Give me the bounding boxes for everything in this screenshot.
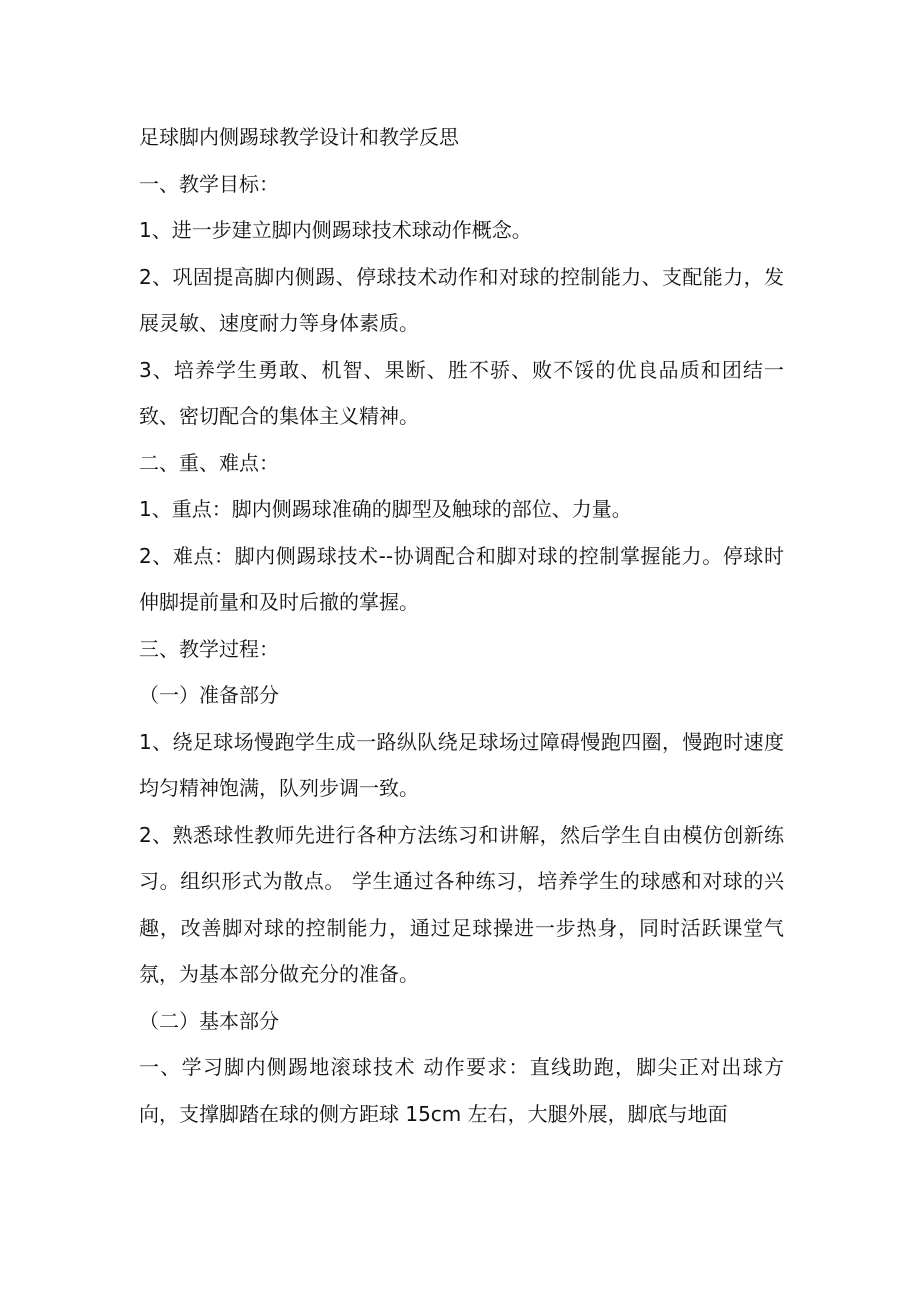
document-title: 足球脚内侧踢球教学设计和教学反思 <box>139 125 459 149</box>
document-body <box>139 114 784 1137</box>
subheading-basic-part: （二）基本部分 <box>139 1008 279 1033</box>
heading-teaching-process: 三、教学过程： <box>139 636 279 661</box>
preparation-item-2: 2、熟悉球性教师先进行各种方法练习和讲解，然后学生自由模仿创新练习。组织形式为散点。 学生通过各种练习，培养学生的球感和对球的兴趣，改善脚对球的控制能力，通过足球操进一步热身，同时活跃课堂气氛，为基本部分做充分的准备。 <box>139 822 784 986</box>
goal-item-1: 1、进一步建立脚内侧踢球技术球动作概念。 <box>139 218 532 242</box>
heading-teaching-goals: 一、教学目标： <box>139 171 279 196</box>
goal-item-2: 2、巩固提高脚内侧踢、停球技术动作和对球的控制能力、支配能力，发展灵敏、速度耐力等身体素质。 <box>139 264 784 335</box>
subheading-preparation: （一）准备部分 <box>139 683 279 707</box>
heading-key-points: 二、重、难点： <box>139 450 279 475</box>
goal-item-3: 3、培养学生勇敢、机智、果断、胜不骄、败不馁的优良品质和团结一致、密切配合的集体主义精神。 <box>139 357 784 428</box>
key-point-2: 2、难点：脚内侧踢球技术--协调配合和脚对球的控制掌握能力。停球时伸脚提前量和及时后撤的掌握。 <box>139 543 784 614</box>
key-point-1: 1、重点：脚内侧踢球准确的脚型及触球的部位、力量。 <box>139 497 632 521</box>
basic-part-item-1: 一、学习脚内侧踢地滚球技术 动作要求：直线助跑，脚尖正对出球方向，支撑脚踏在球的侧方距球 15cm 左右，大腿外展，脚底与地面 <box>139 1055 784 1126</box>
preparation-item-1: 1、绕足球场慢跑学生成一路纵队绕足球场过障碍慢跑四圈，慢跑时速度均匀精神饱满，队列步调一致。 <box>139 729 784 800</box>
